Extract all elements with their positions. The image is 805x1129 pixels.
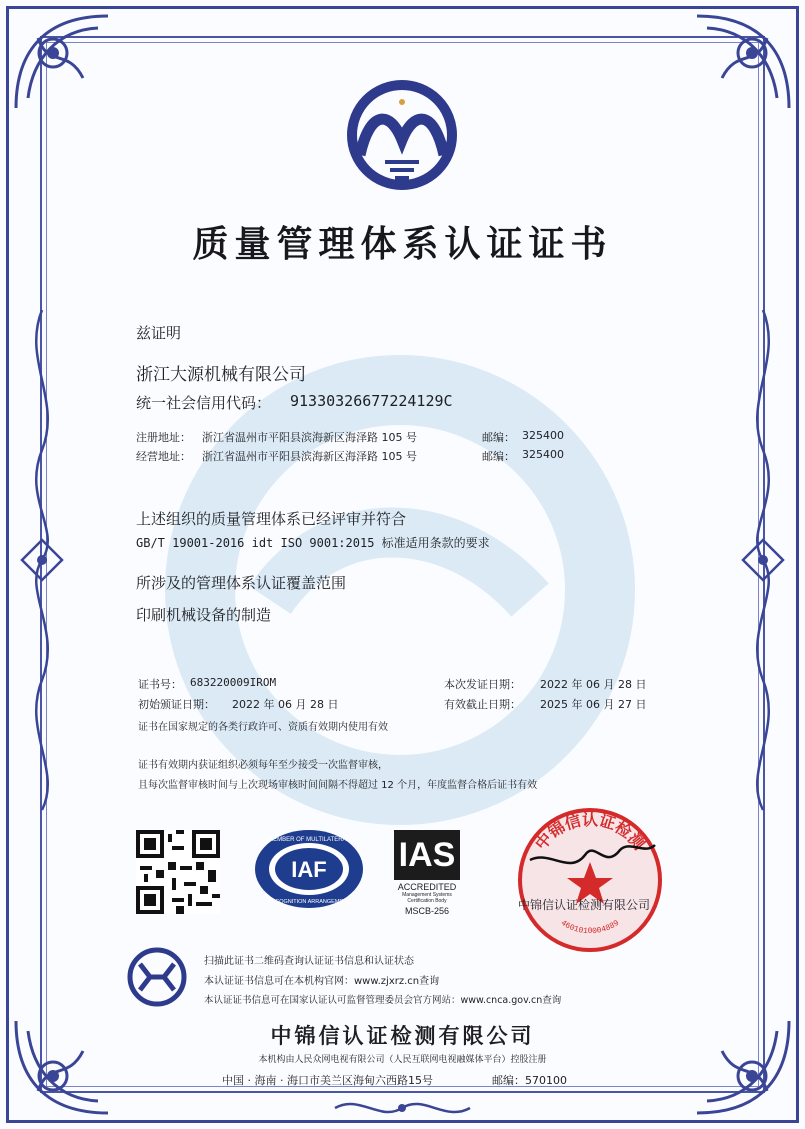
ias-accreditation-mark	[394, 830, 460, 916]
iaf-ring-top: MEMBER OF MULTILATERAL	[268, 837, 350, 843]
verify-line2: 本认证证书信息可在本机构官网：www.zjxrz.cn查询	[204, 976, 440, 987]
scope-text: 印刷机械设备的制造	[136, 606, 272, 624]
bottom-ornament	[330, 1092, 475, 1124]
ias-code: MSCB-256	[404, 906, 449, 916]
company-logo	[126, 946, 188, 1008]
scope-heading: 所涉及的管理体系认证覆盖范围	[136, 574, 347, 592]
op-address-label: 经营地址：	[136, 450, 191, 463]
company-address: 中国 · 海南 · 海口市美兰区海甸六西路15号	[222, 1074, 433, 1087]
conformity-standard: GB/T 19001-2016 idt ISO 9001:2015 标准适用条款的要求	[136, 536, 490, 550]
verify-line1: 扫描此证书二维码查询认证证书信息和认证状态	[204, 956, 414, 967]
op-postcode-label: 邮编：	[482, 450, 515, 463]
corner-ornament-top-right	[687, 8, 797, 118]
seal-number: 4601010004889	[558, 918, 622, 937]
expiry-date: 2025 年 06 月 27 日	[540, 698, 647, 711]
issue-date: 2022 年 06 月 28 日	[540, 678, 647, 691]
issuing-company-name: 中锦信认证检测有限公司	[270, 1023, 535, 1048]
side-ornament-left	[12, 300, 72, 820]
side-ornament-right	[733, 300, 793, 820]
reg-address: 浙江省温州市平阳县滨海新区海泽路 105 号	[202, 431, 417, 444]
seal-caption: 中锦信认证检测有限公司	[518, 898, 651, 912]
cert-body-logo	[335, 80, 470, 190]
iaf-text: IAF	[291, 857, 327, 882]
cert-no-label: 证书号：	[138, 678, 182, 691]
ias-accredited: ACCREDITED	[397, 882, 457, 892]
expiry-date-label: 有效截止日期：	[444, 698, 521, 711]
surveillance-line1: 证书有效期内获证组织必须每年至少接受一次监督审核，	[138, 760, 388, 771]
reg-address-label: 注册地址：	[136, 431, 191, 444]
credit-code-label: 统一社会信用代码：	[136, 394, 272, 412]
initial-date-label: 初始颁证日期：	[138, 698, 215, 711]
conformity-line1: 上述组织的质量管理体系已经评审并符合	[136, 510, 407, 528]
op-address: 浙江省温州市平阳县滨海新区海泽路 105 号	[202, 450, 417, 463]
op-postcode: 325400	[522, 448, 564, 461]
issue-date-label: 本次发证日期：	[444, 678, 521, 691]
ias-text: IAS	[394, 830, 460, 880]
credit-code: 91330326677224129C	[290, 392, 453, 410]
reg-postcode-label: 邮编：	[482, 431, 515, 444]
certificate-title: 质量管理体系认证证书	[192, 223, 613, 265]
company-postcode: 邮编：570100	[492, 1074, 567, 1087]
official-seal	[510, 800, 670, 960]
organization-name: 浙江大源机械有限公司	[136, 365, 306, 385]
reg-postcode: 325400	[522, 429, 564, 442]
seal-top-text: 中锦信认证检测	[531, 810, 649, 854]
surveillance-line2: 且每次监督审核时间与上次现场审核时间间隔不得超过 12 个月，年度监督合格后证书有效	[138, 780, 538, 791]
iaf-logo	[253, 828, 365, 910]
ias-line3: Certification Body	[407, 898, 447, 904]
cert-no: 683220009IROM	[190, 676, 277, 689]
iaf-ring-bottom: RECOGNITION ARRANGEMENT	[267, 899, 351, 905]
validity-note: 证书在国家规定的各类行政许可、资质有效期内使用有效	[138, 722, 388, 733]
qr-code[interactable]	[136, 830, 220, 914]
hereby-certify: 兹证明	[136, 324, 182, 342]
verify-line3: 本认证证书信息可在国家认证认可监督管理委员会官方网站：www.cnca.gov.cn查询	[204, 995, 562, 1006]
initial-date: 2022 年 06 月 28 日	[232, 698, 339, 711]
corner-ornament-top-left	[8, 8, 118, 118]
ias-line2: Management Systems	[402, 892, 452, 898]
supervision-note: 本机构由人民众网电视有限公司（人民互联网电视融媒体平台）控股注册	[258, 1055, 547, 1065]
